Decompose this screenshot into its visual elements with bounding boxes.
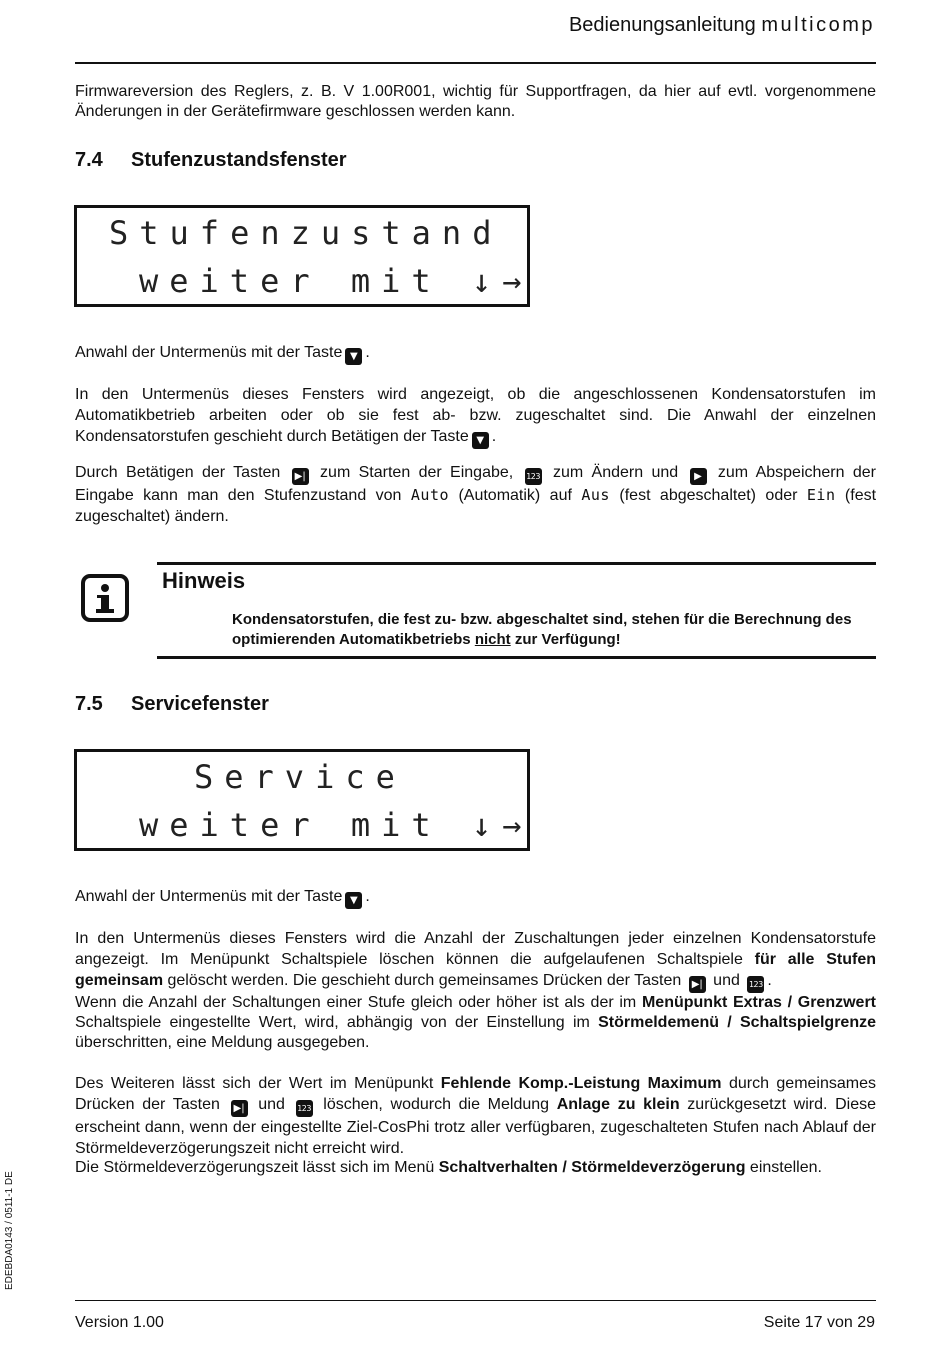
text: zum Abspeichern der Eingabe kann man den Stufenzustand von — [75, 464, 877, 504]
lcd-line-2: weiter mit ↓→ — [139, 806, 533, 844]
paragraph-7-5-2 — [75, 993, 876, 1053]
text: einstellen. — [749, 1159, 822, 1176]
hint-text-part: Kondensatorstufen, die fest zu- bzw. abgeschaltet sind, stehen für die Berechnung des optimierenden Automatikbetriebs — [232, 611, 852, 648]
text: Die Störmeldeverzögerungszeit lässt sich im Menü — [75, 1159, 435, 1176]
hint-top-rule — [157, 562, 876, 565]
next-key-icon: ▶ — [690, 468, 707, 485]
section-number: 7.5 — [75, 693, 103, 715]
select-suffix: . — [365, 344, 370, 361]
down-key-icon: ▼ — [472, 432, 489, 449]
paragraph-end: . — [491, 428, 497, 445]
text: (fest zugeschaltet) ändern. — [75, 487, 877, 525]
footer-page-number: Seite 17 von 29 — [763, 1314, 875, 1331]
text: durch gemeinsames Drücken der Tasten — [75, 1075, 877, 1113]
lcd-word-auto: Auto — [410, 486, 450, 504]
hint-text — [232, 610, 857, 650]
text-bold: Fehlende Komp.-Leistung Maximum — [440, 1075, 722, 1092]
header-rule — [75, 62, 876, 64]
lcd-display-service — [74, 749, 533, 851]
hint-bottom-rule — [157, 656, 876, 659]
section-heading-7-4 — [75, 149, 347, 172]
paragraph-7-5-4 — [75, 1158, 876, 1178]
text: löschen, wodurch die Meldung — [323, 1096, 550, 1113]
down-key-icon: ▼ — [345, 348, 362, 365]
side-code-text: EDEBDA0143 / 0511-1 DE — [4, 1171, 15, 1290]
paragraph-7-5-1 — [75, 928, 876, 993]
edit-123-key-icon: 123 — [747, 976, 764, 993]
paragraph-7-5-3 — [75, 1073, 876, 1159]
text: In den Untermenüs dieses Fensters wird die Anzahl der Zuschaltungen jeder einzelnen Kondensatorstufe angezeigt. Im Menüpunkt Schaltspiele löschen können die aufgelaufenen Schaltspiele — [75, 930, 876, 968]
text: Schaltspiele eingestellte Wert, wird, abhängig von der Einstellung im — [75, 1014, 590, 1031]
text: . — [767, 972, 772, 989]
text-bold: Anlage zu klein — [556, 1096, 680, 1113]
text: (Automatik) auf — [458, 487, 572, 504]
section-number: 7.4 — [75, 149, 103, 171]
paragraph-text: In den Untermenüs dieses Fensters wird angezeigt, ob die angeschlossenen Kondensatorstufen im Automatikbetrieb arbeiten oder ob sie fest ab- bzw. zugeschaltet sind. Die Anwahl der einzelnen Kondensatorstufen geschieht durch Betätigen der Taste — [75, 386, 876, 445]
hint-text-part: zur Verfügung! — [514, 631, 621, 648]
text: zurückgesetzt wird. Diese erscheint dann, wenn der eingestellte Ziel-CosPhi trotz aller verfügbaren, zugeschalteten Stufen nach Ablauf der Störmeldeverzögerungszeit nicht erreicht wird. — [75, 1096, 877, 1157]
down-key-icon: ▼ — [345, 892, 362, 909]
lcd-display-stufenzustand — [74, 205, 533, 307]
select-suffix: . — [365, 888, 370, 905]
text: überschritten, eine Meldung ausgegeben. — [75, 1034, 370, 1051]
text: Des Weiteren lässt sich der Wert im Menüpunkt — [75, 1075, 434, 1092]
lcd-word-ein: Ein — [806, 486, 836, 504]
paragraph-7-4-2 — [75, 462, 876, 527]
text: gelöscht werden. Die geschieht durch gemeinsames Drücken der Tasten — [167, 972, 682, 989]
hint-text-underlined: nicht — [474, 631, 511, 648]
hint-title: Hinweis — [162, 568, 246, 593]
side-document-code — [4, 1160, 20, 1290]
lcd-line-2: weiter mit ↓→ — [139, 262, 533, 300]
lcd-line-1: Stufenzustand — [109, 214, 503, 252]
text: zum Ändern und — [552, 464, 679, 481]
section-title: Stufenzustandsfenster — [131, 149, 347, 171]
section-heading-7-5 — [75, 693, 269, 716]
section-title: Servicefenster — [131, 693, 269, 715]
text: und — [713, 972, 740, 989]
enter-key-icon: ▶| — [689, 976, 706, 993]
header-title-prefix: Bedienungsanleitung — [568, 14, 756, 36]
enter-key-icon: ▶| — [292, 468, 309, 485]
page-header — [569, 14, 875, 37]
footer-rule — [75, 1300, 876, 1301]
text-bold: Schaltverhalten / Störmeldeverzögerung — [438, 1159, 746, 1176]
intro-paragraph: Firmwareversion des Reglers, z. B. V 1.00R001, wichtig für Supportfragen, da hier auf evtl. vorgenommene Änderungen in der Gerätefirmware geschlossen werden kann. — [75, 83, 876, 120]
select-submenu-line-7-5 — [75, 887, 876, 909]
edit-123-key-icon: 123 — [296, 1100, 313, 1117]
header-title-product: multicomp — [761, 14, 875, 36]
info-icon — [81, 574, 129, 622]
lcd-word-aus: Aus — [581, 486, 610, 504]
text: Wenn die Anzahl der Schaltungen einer Stufe gleich oder höher ist als der im — [75, 994, 637, 1011]
lcd-line-1: Service — [194, 758, 406, 796]
footer-version: Version 1.00 — [75, 1314, 164, 1331]
text-bold: für alle Stufen gemeinsam — [75, 951, 876, 989]
edit-123-key-icon: 123 — [525, 468, 542, 485]
text: Durch Betätigen der Tasten — [75, 464, 281, 481]
text-bold: Menüpunkt Extras / Grenzwert — [641, 994, 877, 1011]
select-submenu-line-7-4 — [75, 343, 876, 365]
select-text: Anwahl der Untermenüs mit der Taste — [75, 888, 343, 905]
text: und — [258, 1096, 285, 1113]
text-bold: Störmeldemenü / Schaltspielgrenze — [598, 1014, 876, 1031]
enter-key-icon: ▶| — [231, 1100, 248, 1117]
text: (fest abgeschaltet) oder — [619, 487, 798, 504]
paragraph-7-4-1 — [75, 384, 876, 449]
select-text: Anwahl der Untermenüs mit der Taste — [75, 344, 343, 361]
text: zum Starten der Eingabe, — [320, 464, 514, 481]
